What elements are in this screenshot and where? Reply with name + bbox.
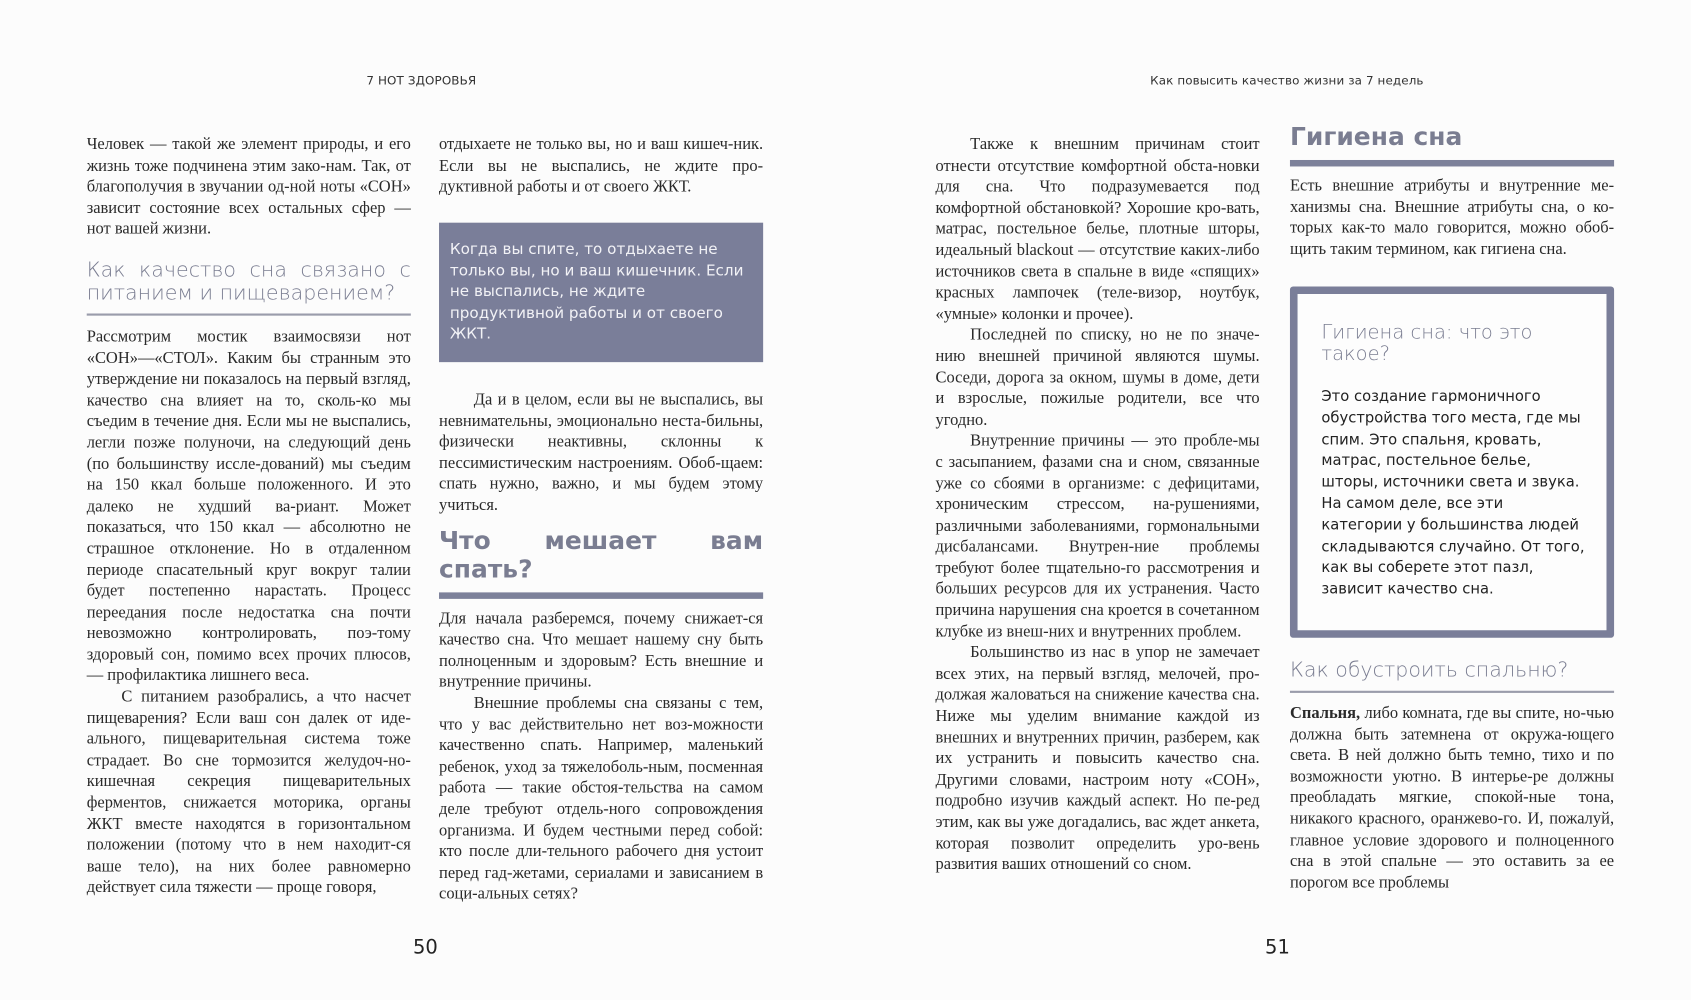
body-paragraph: Есть внешние атрибуты и внутренние ме-ханизмы сна. Внешние атрибуты сна, о ко-торых как-то мало говорится, можно обоб-щить таким термином, как гигиена сна. [1289, 176, 1615, 259]
body-paragraph: Большинство из нас в упор не замечает всех этих, на первый взгляд, мелочей, про-должая жаловаться на снижение качества сна. Ниже мы уделим внимание каждой из внешних и внутренних причин, разберем, как их устранить и повысить качество сна. Другими словами, настроим ноту «СОН», подробно изучив каждый аспект. Но пе-ред этим, как вы уже догадались, вас ждет анкета, которая позволит определить уро-вень развития ваших отношений со сном. [935, 643, 1260, 874]
body-paragraph: Также к внешним причинам стоит отнести отсутствие комфортной обста-новки для сна. Что подразумевается под комфортной обстановкой? Хорошие кро-вать, матрас, постельное белье, плотные шторы, идеальный blackout — отсутствие каких-либо источников света в спальне в виде «спящих» красных лампочек (теле-визор, ноутбук, «умные» колонки и прочее). [935, 135, 1260, 323]
body-paragraph: отдыхаете не только вы, но и ваш кишеч-ник. Если вы не выспались, не ждите про-дуктивной работы и от своего ЖКТ. [439, 135, 764, 196]
right-page [846, 0, 1691, 1000]
info-box-body: Это создание гармоничного обустройства того места, где мы спим. Это спальня, кровать, матрас, постельное белье, шторы, источники света и звука. На самом деле, все эти категории у большинства людей складываются случайно. От того, как вы соберете этот пазл, зависит качество сна. [1321, 388, 1585, 598]
page-number-right: 51 [1265, 936, 1290, 959]
page-number-left: 50 [413, 936, 438, 959]
body-paragraph: Спальня, либо комната, где вы спите, но-чью должна быть затемнена от окружа-ющего света. В ней должно быть темно, тихо и по возможности уютно. В интерье-ре должны преобладать мягкие, спокой-ные тона, никакого красного, оранжево-го. И, пожалуй, главное условие здорового и полноценного сна в этой спальне — это оставить за ее порогом все проблемы [1289, 703, 1615, 892]
body-paragraph: Для начала разберемся, почему снижает-ся качество сна. Что мешает нашему сну быть полноценным и здоровым? Есть внешние и внутренние причины. [439, 609, 764, 692]
pull-quote-box [439, 223, 763, 362]
right-col-1 [935, 134, 1259, 875]
body-paragraph: Да и в целом, если вы не выспались, вы невнимательны, эмоционально неста-бильны, физически неактивны, склонны к пессимистическим настроениям. Обоб-щаем: спать нужно, важно, и мы будем этому учиться. [439, 390, 764, 515]
body-paragraph: Рассмотрим мостик взаимосвязи нот «СОН»—«СТОЛ». Каким бы странным это утверждение ни показалось на первый взгляд, качество сна влияет на то, сколь-ко мы съедим в течение дня. Если мы не выспались, легли позже полуночи, на следующий день (по большинству иссле-дований) мы съедим на 150 ккал больше положенного. И это далеко не худший ва-риант. Может показаться, что 150 ккал — абсолютно не страшное отклонение. Но в отдаленном периоде спасательный круг вокруг талии будет постепенно нарастать. Процесс переедания после недостатка сна почти невозможно контролировать, поэ-тому здоровый сон, помимо всех прочих плюсов, — профилактика лишнего веса. [86, 327, 411, 685]
running-head-right: Как повысить качество жизни за 7 недель [1150, 73, 1424, 88]
pull-quote-text: Когда вы спите, то отдыхаете не только вы, но и ваш кишечник. Если не выспались, не ждите продуктивной работы и от своего ЖКТ. [449, 241, 744, 343]
body-paragraph: С питанием разобрались, а что насчет пищеварения? Если ваш сон далек от иде-ального, пищеварительная система тоже страдает. Во сне тормозится желудоч-но-кишечная секреция пищеварительных ферментов, снижается моторика, органы ЖКТ вместе находятся в горизонтальном положении (потому что в нем находит-ся ваше тело), на них более равномерно действует сила тяжести — проще говоря, [86, 687, 411, 897]
intro-paragraph: Человек — такой же элемент природы, и его жизнь тоже подчинена этим зако-нам. Так, от благополучия в звучании од-ной ноты «СОН» зависит состояние всех остальных сфер — нот вашей жизни. [86, 135, 411, 239]
bold-term: Спальня, [1289, 703, 1361, 723]
right-col-2-lower [1290, 659, 1614, 893]
left-col-2 [439, 134, 763, 198]
info-box-title: Гигиена сна: что это такое? [1321, 321, 1533, 366]
section-heading-what-prevents-sleep: Что мешает вам спать? [439, 527, 764, 584]
running-head-left: 7 НОТ ЗДОРОВЬЯ [366, 73, 477, 88]
left-col-1 [87, 134, 411, 898]
body-paragraph: Внешние проблемы сна связаны с тем, что у вас действительно нет воз-можности качественно спать. Например, маленький ребенок, уход за тяжелоболь-ным, посменная работа — такие обстоя-тельства на самом деле требуют отдель-ного сопровождения организма. И будем честными перед собой: кто после дли-тельного рабочего дня устоит перед гад-жетами, сериалами и зависанием в соци-альных сетях? [439, 693, 764, 903]
body-paragraph: Внутренние причины — это пробле-мы с засыпанием, фазами сна и сном, связанные уже со сбоями в организме: с дефицитами, хроническим стрессом, на-рушениями, различными заболеваниями, гормональными дисбалансами. Внутрен-ние проблемы требуют более тщательно-го рассмотрения и больших ресурсов для их устранения. Часто причина нарушения сна кроется в сочетанном клубке из внеш-них и внутренних проблем. [935, 431, 1260, 641]
right-col-2 [1290, 123, 1614, 260]
section-heading-sleep-hygiene: Гигиена сна [1289, 123, 1463, 152]
section-heading-bedroom: Как обустроить спальню? [1289, 658, 1569, 683]
section-heading-sleep-nutrition: Как качество сна связано с питанием и пищеварением? [86, 258, 411, 305]
info-box-sleep-hygiene [1290, 286, 1614, 637]
body-paragraph: Последней по списку, но не по значе-нию внешней причиной являются шумы. Соседи, дорога за окном, шумы в доме, дети и взрослые, пожилые родители, все что угодно. [935, 325, 1260, 429]
left-col-2-lower [439, 389, 763, 905]
